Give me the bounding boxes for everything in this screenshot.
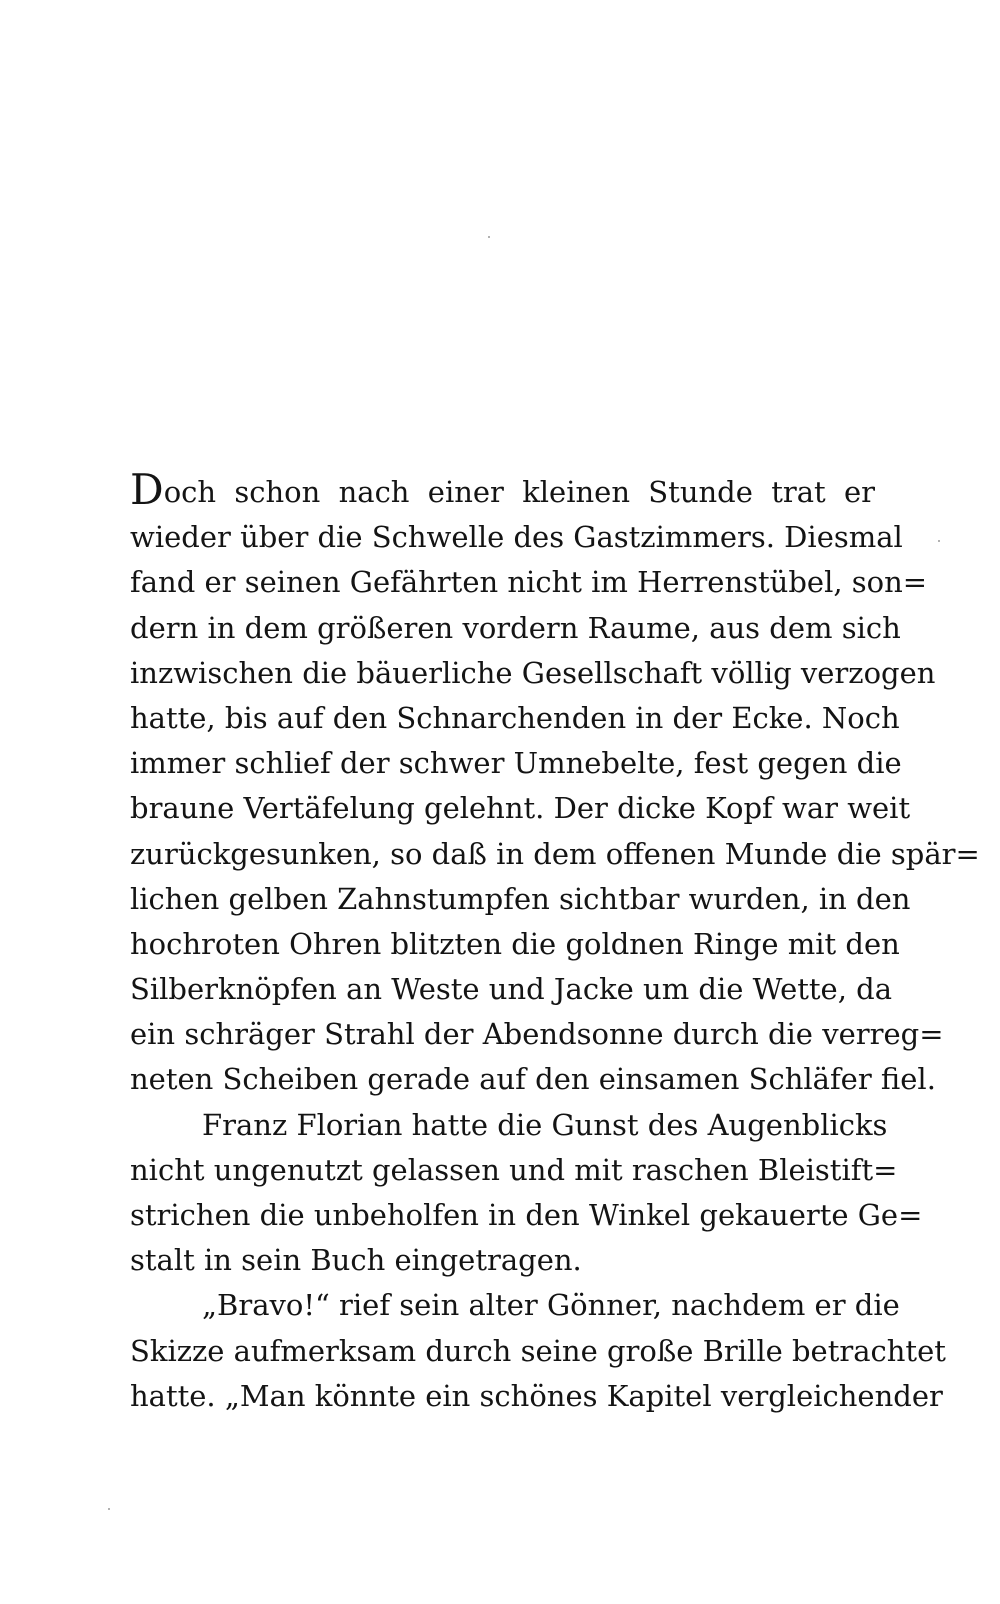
text-line xyxy=(130,465,875,515)
text-line: braune Vertäfelung gelehnt. Der dicke Kopf war weit xyxy=(130,791,911,826)
text-line: hatte, bis auf den Schnarchenden in der Ecke. Noch xyxy=(130,700,900,735)
text-line: Franz Florian hatte die Gunst des Augenblicks xyxy=(202,1107,888,1142)
text-line: „Bravo!“ rief sein alter Gönner, nachdem er die xyxy=(202,1288,900,1323)
text-line: neten Scheiben gerade auf den einsamen Schläfer fiel. xyxy=(130,1062,936,1097)
text-line: strichen die unbeholfen in den Winkel gekauerte Ge= xyxy=(130,1198,923,1232)
paper-speck xyxy=(108,1508,110,1510)
text-line: lichen gelben Zahnstumpfen sichtbar wurden, in den xyxy=(130,881,911,916)
text-line: hatte. „Man könnte ein schönes Kapitel vergleichender xyxy=(130,1378,943,1413)
text-line: nicht ungenutzt gelassen und mit raschen Bleistift= xyxy=(130,1152,898,1187)
text-line: fand er seinen Gefährten nicht im Herrenstübel, son= xyxy=(130,565,928,600)
body-text xyxy=(130,465,980,1419)
text-line: Silberknöpfen an Weste und Jacke um die Wette, da xyxy=(130,972,893,1007)
initial-letter: D xyxy=(130,465,164,514)
text-line: ein schräger Strahl der Abendsonne durch die verreg= xyxy=(130,1017,944,1052)
text-line: stalt in sein Buch eingetragen. xyxy=(130,1243,582,1278)
text-line: zurückgesunken, so daß in dem offenen Munde die spär= xyxy=(130,836,980,871)
paper-speck xyxy=(938,540,940,542)
text-line: dern in dem größeren vordern Raume, aus dem sich xyxy=(130,610,901,645)
text-line: inzwischen die bäuerliche Gesellschaft völlig verzogen xyxy=(130,655,936,690)
paper-speck xyxy=(488,236,490,238)
text-line: Skizze aufmerksam durch seine große Brille betrachtet xyxy=(130,1333,946,1368)
text-line: hochroten Ohren blitzten die goldnen Ringe mit den xyxy=(130,926,900,961)
text-line: wieder über die Schwelle des Gastzimmers. Diesmal xyxy=(130,520,903,555)
text-line-rest: och schon nach einer kleinen Stunde trat er xyxy=(163,475,875,509)
text-line: immer schlief der schwer Umnebelte, fest gegen die xyxy=(130,746,902,781)
